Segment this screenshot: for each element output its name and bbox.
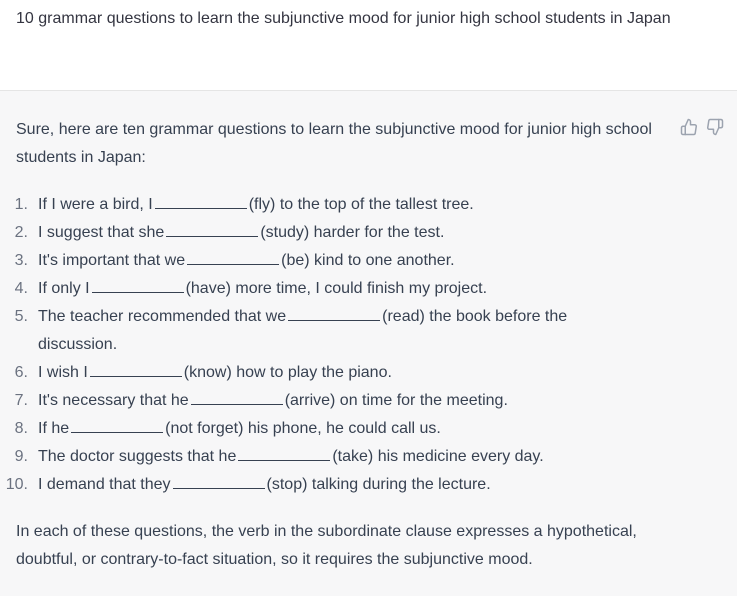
assistant-outro: In each of these questions, the verb in the subordinate clause expresses a hypothetical, doubtful, or contrary-to-fact situation, so it requires the subjunctive mood.	[16, 523, 637, 568]
question-number: 1.	[14, 196, 28, 213]
question-number: 4.	[14, 280, 28, 297]
question-list	[0, 191, 737, 499]
question-item	[0, 387, 598, 415]
answer-blank	[191, 390, 283, 405]
question-text-after: (take) his medicine every day.	[332, 448, 544, 465]
question-number: 7.	[14, 392, 28, 409]
question-text-after: (have) more time, I could finish my project.	[185, 280, 488, 297]
question-text-before: If only I	[38, 280, 90, 297]
answer-blank	[71, 418, 163, 433]
question-text-after: (not forget) his phone, he could call us.	[165, 420, 441, 437]
answer-blank	[173, 474, 265, 489]
assistant-message	[0, 91, 737, 596]
question-item	[0, 471, 598, 499]
answer-blank	[155, 194, 247, 209]
question-number: 9.	[14, 448, 28, 465]
question-text-before: If I were a bird, I	[38, 196, 153, 213]
question-text-after: (study) harder for the test.	[260, 224, 445, 241]
user-message-text: 10 grammar questions to learn the subjunctive mood for junior high school students in Japan	[16, 10, 671, 27]
answer-blank	[238, 446, 330, 461]
question-number: 8.	[14, 420, 28, 437]
question-item	[0, 275, 598, 303]
question-item	[0, 443, 598, 471]
question-number: 10.	[5, 476, 28, 493]
question-text-after: (fly) to the top of the tallest tree.	[248, 196, 474, 213]
question-number: 2.	[14, 224, 28, 241]
question-text-before: If he	[38, 420, 70, 437]
user-message	[0, 0, 737, 91]
question-item	[0, 191, 598, 219]
thumbs-down-icon[interactable]	[706, 118, 724, 136]
answer-blank	[166, 222, 258, 237]
answer-blank	[92, 278, 184, 293]
question-item	[0, 415, 598, 443]
question-text-after: (read) the book before the discussion.	[38, 308, 568, 353]
question-text-before: The doctor suggests that he	[38, 448, 237, 465]
question-text-before: I suggest that she	[38, 224, 165, 241]
question-text-after: (know) how to play the piano.	[183, 364, 392, 381]
question-text-before: It's important that we	[38, 252, 186, 269]
question-text-after: (be) kind to one another.	[281, 252, 455, 269]
question-text-before: It's necessary that he	[38, 392, 189, 409]
question-item	[0, 359, 598, 387]
question-text-before: I demand that they	[38, 476, 171, 493]
question-text-before: The teacher recommended that we	[38, 308, 287, 325]
feedback-buttons	[680, 118, 724, 136]
question-text-after: (stop) talking during the lecture.	[266, 476, 491, 493]
question-item	[0, 247, 598, 275]
question-item	[0, 303, 598, 359]
question-text-before: I wish I	[38, 364, 88, 381]
assistant-intro: Sure, here are ten grammar questions to learn the subjunctive mood for junior high school students in Japan:	[16, 121, 652, 166]
thumbs-up-icon[interactable]	[680, 118, 698, 136]
question-number: 5.	[14, 308, 28, 325]
question-text-after: (arrive) on time for the meeting.	[284, 392, 508, 409]
answer-blank	[288, 306, 380, 321]
question-item	[0, 219, 598, 247]
question-number: 6.	[14, 364, 28, 381]
answer-blank	[90, 362, 182, 377]
answer-blank	[187, 250, 279, 265]
question-number: 3.	[14, 252, 28, 269]
